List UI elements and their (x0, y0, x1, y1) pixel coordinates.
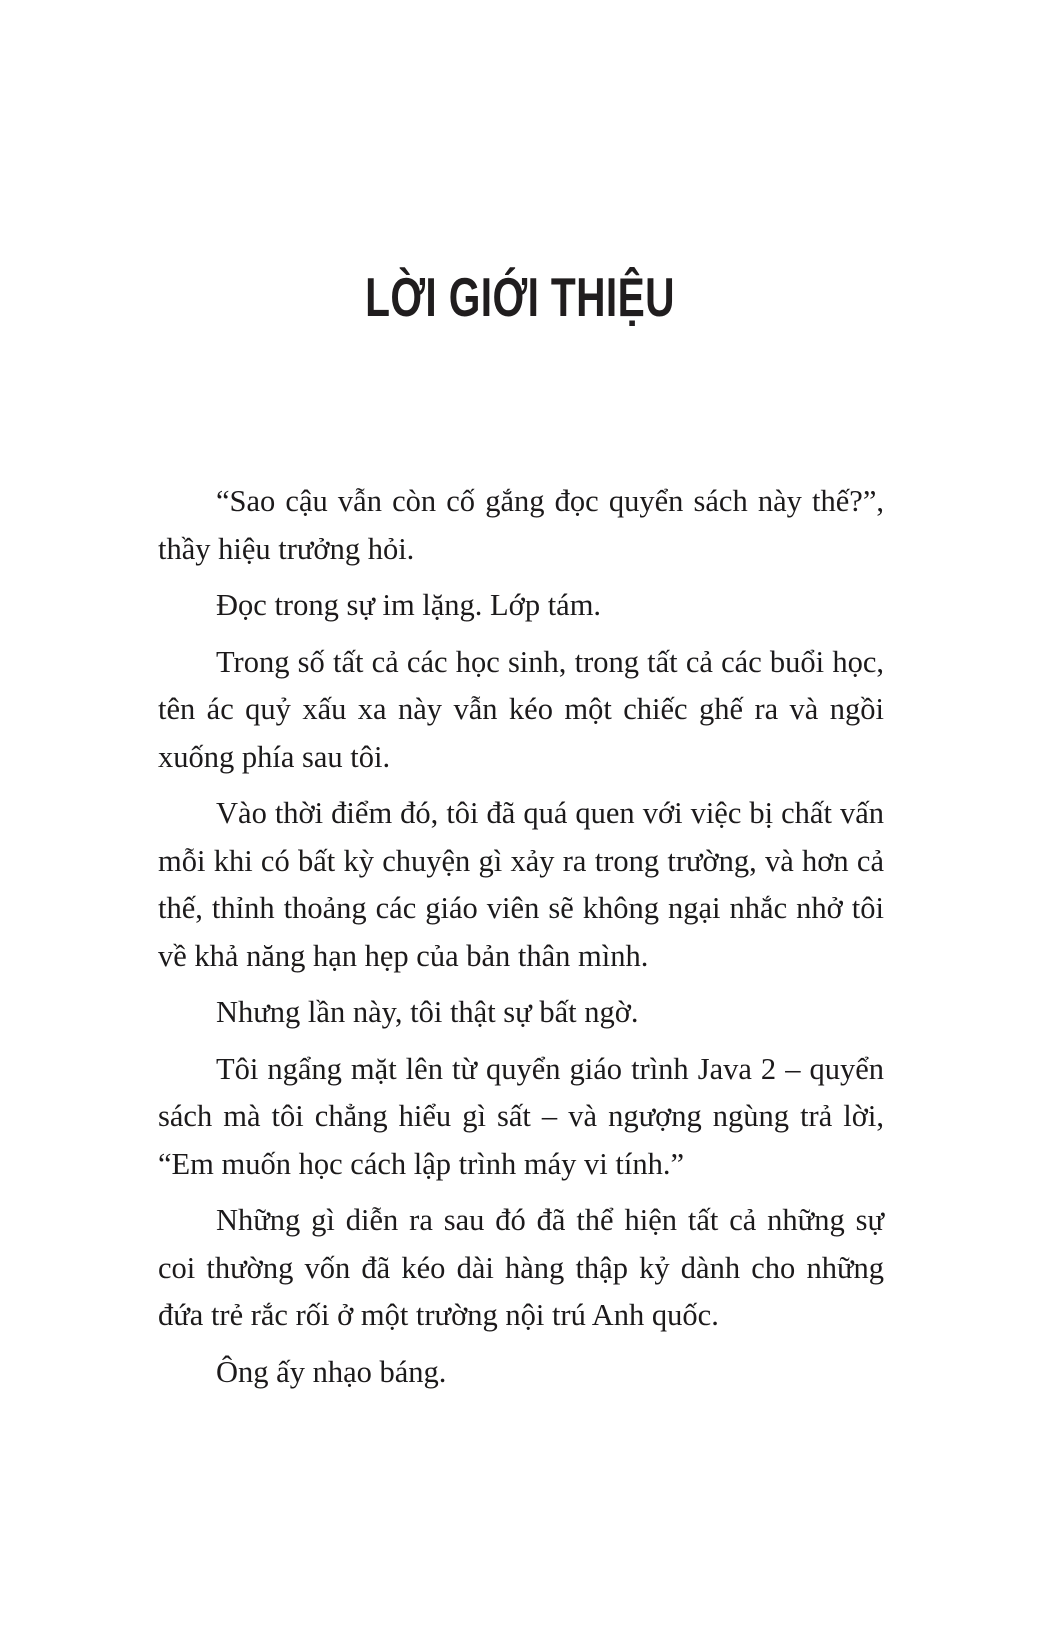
body-text-block (158, 478, 884, 1396)
paragraph: Tôi ngẩng mặt lên từ quyển giáo trình Java 2 – quyển sách mà tôi chẳng hiểu gì sất – và ngượng ngùng trả lời, “Em muốn học cách lập trình máy vi tính.” (158, 1051, 884, 1181)
paragraph: Vào thời điểm đó, tôi đã quá quen với việc bị chất vấn mỗi khi có bất kỳ chuyện gì xảy ra trong trường, và hơn cả thế, thỉnh thoảng các giáo viên sẽ không ngại nhắc nhở tôi về khả năng hạn hẹp của bản thân mình. (158, 796, 884, 973)
paragraph: “Sao cậu vẫn còn cố gắng đọc quyển sách này thế?”, thầy hiệu trưởng hỏi. (158, 484, 884, 566)
paragraph: Đọc trong sự im lặng. Lớp tám. (216, 588, 602, 622)
paragraph: Những gì diễn ra sau đó đã thể hiện tất cả những sự coi thường vốn đã kéo dài hàng thập kỷ dành cho những đứa trẻ rắc rối ở một trường nội trú Anh quốc. (158, 1203, 884, 1332)
paragraph: Trong số tất cả các học sinh, trong tất cả các buổi học, tên ác quỷ xấu xa này vẫn kéo một chiếc ghế ra và ngồi xuống phía sau tôi. (158, 644, 884, 774)
page-title: LỜI GIỚI THIỆU (365, 265, 675, 328)
paragraph: Nhưng lần này, tôi thật sự bất ngờ. (216, 995, 639, 1029)
paragraph: Ông ấy nhạo báng. (216, 1354, 447, 1389)
